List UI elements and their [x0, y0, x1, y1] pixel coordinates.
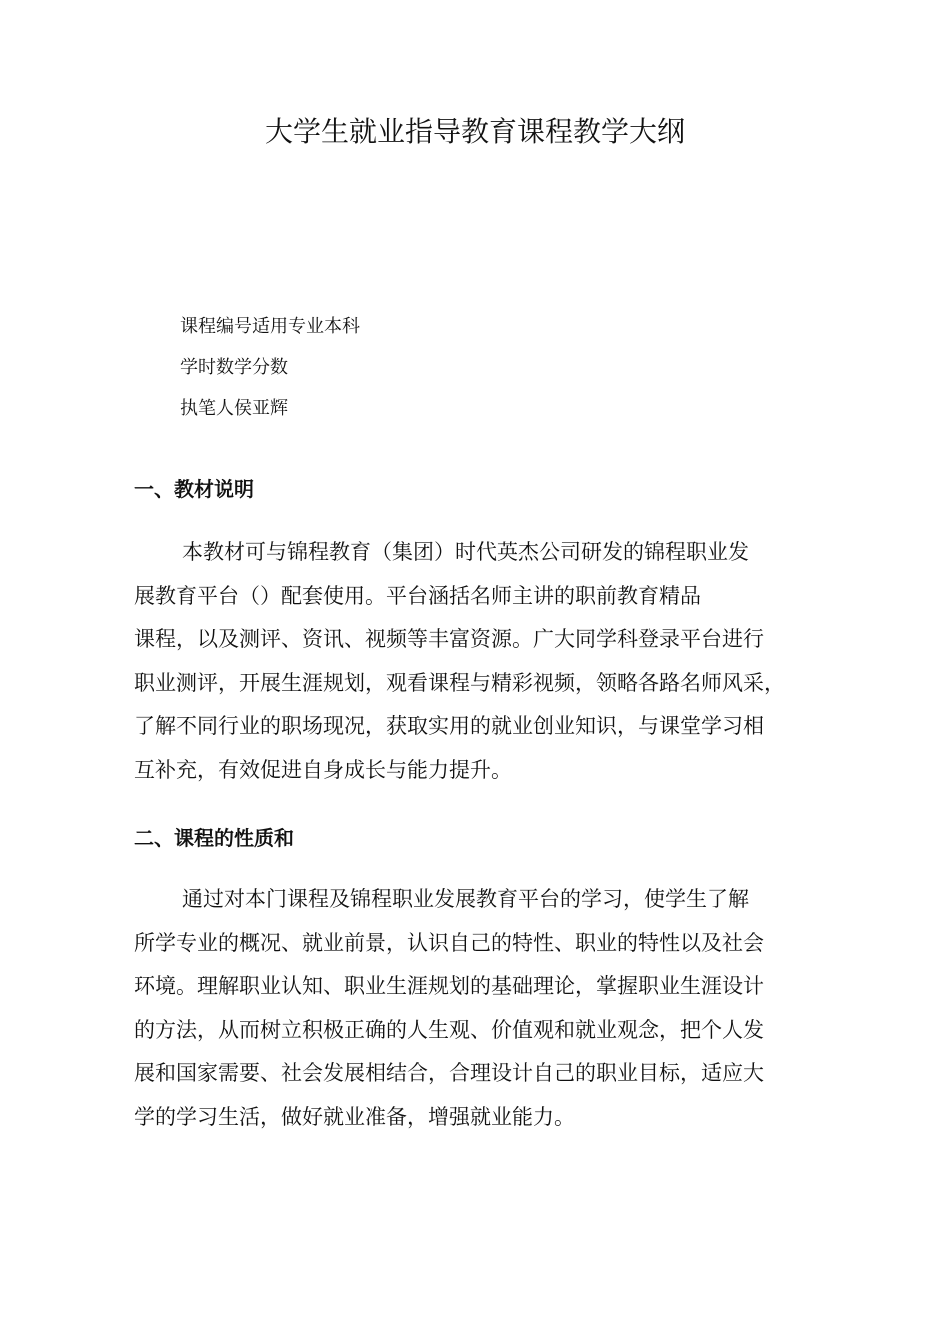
document-title: 大学生就业指导教育课程教学大纲 [264, 115, 685, 148]
meta-course-code-major: 课程编号适用专业本科 [180, 316, 360, 337]
section-heading-course-nature: 二、课程的性质和 [134, 826, 294, 850]
course-meta [180, 312, 360, 435]
paragraph-line: 互补充，有效促进自身成长与能力提升。 [134, 757, 512, 782]
paragraph-line: 学的学习生活，做好就业准备，增强就业能力。 [134, 1104, 575, 1129]
paragraph-line: 了解不同行业的职场现况，获取实用的就业创业知识，与课堂学习相 [134, 714, 764, 739]
section-body-textbook [134, 536, 785, 798]
paragraph-line: 本教材可与锦程教育（集团）时代英杰公司研发的锦程职业发 [182, 540, 749, 564]
section-body-course-nature [134, 883, 764, 1145]
meta-hours-credits: 学时数学分数 [180, 357, 288, 378]
paragraph-line: 课程，以及测评、资讯、视频等丰富资源。广大同学科登录平台进行 [134, 627, 764, 652]
paragraph-line: 展教育平台（）配套使用。平台涵括名师主讲的职前教育精品 [134, 583, 701, 608]
paragraph-line: 所学专业的概况、就业前景，认识自己的特性、职业的特性以及社会 [134, 930, 764, 955]
paragraph-line: 职业测评，开展生涯规划，观看课程与精彩视频，领略各路名师风采， [134, 670, 785, 695]
paragraph-line: 环境。理解职业认知、职业生涯规划的基础理论，掌握职业生涯设计 [134, 974, 764, 999]
meta-author: 执笔人侯亚辉 [180, 398, 288, 419]
paragraph-line: 的方法，从而树立积极正确的人生观、价值观和就业观念，把个人发 [134, 1017, 764, 1042]
paragraph-line: 通过对本门课程及锦程职业发展教育平台的学习，使学生了解 [182, 887, 749, 911]
paragraph-line: 展和国家需要、社会发展相结合，合理设计自己的职业目标，适应大 [134, 1061, 764, 1086]
section-heading-textbook: 一、教材说明 [134, 477, 254, 501]
